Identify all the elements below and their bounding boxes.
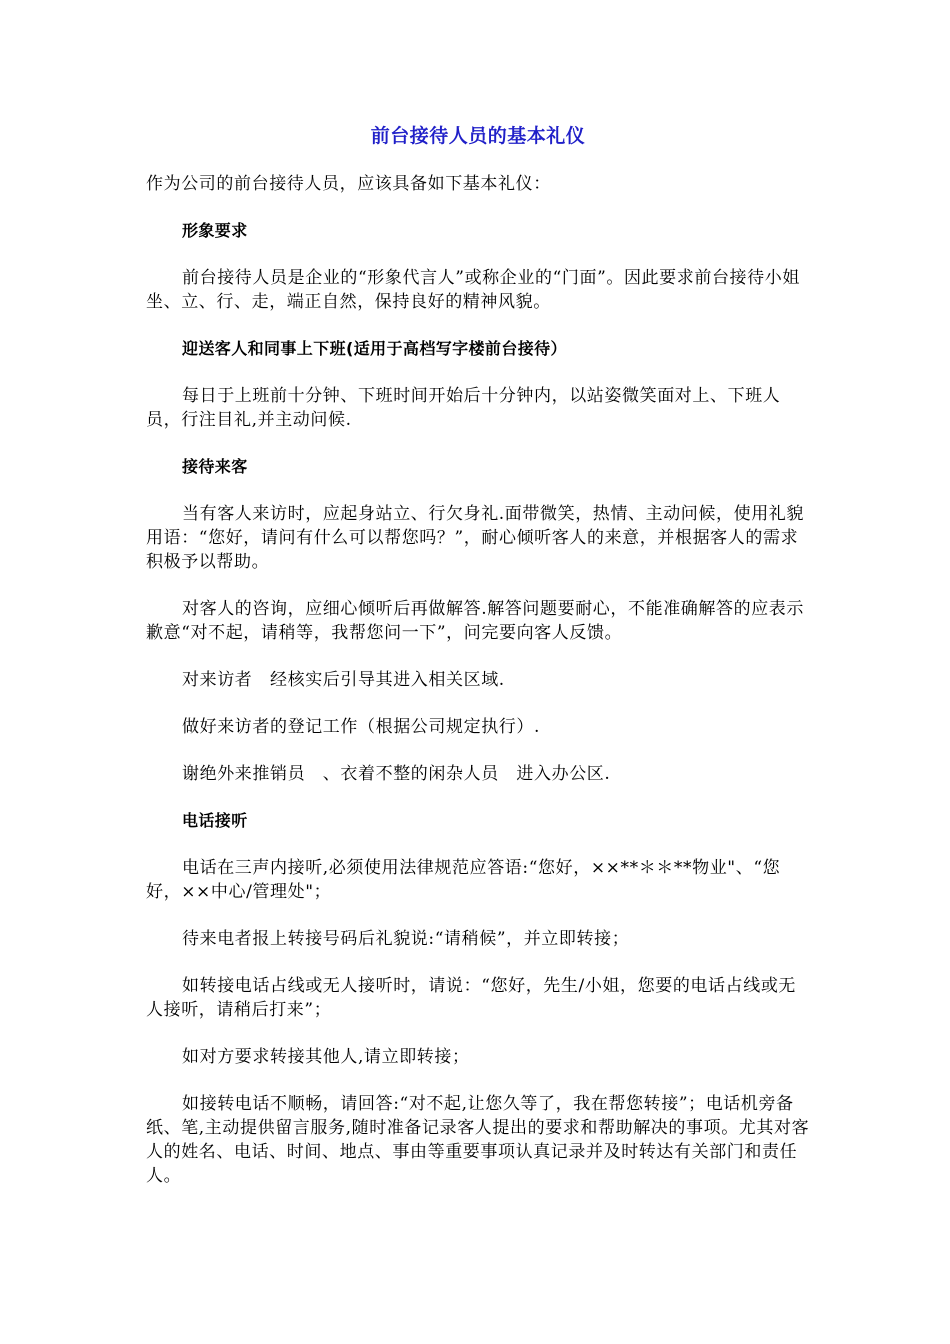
paragraph: 待来电者报上转接号码后礼貌说:“请稍候”，并立即转接；	[182, 929, 630, 949]
section-heading-greeting: 迎送客人和同事上下班(适用于高档写字楼前台接待）	[182, 339, 567, 358]
paragraph: 如对方要求转接其他人,请立即转接；	[182, 1047, 470, 1067]
section-heading-phone: 电话接听	[182, 811, 248, 830]
paragraph: 对客人的咨询，应细心倾听后再做解答.解答问题要耐心，不能准确解答的应表示歉意“对不起，请稍等，我帮您问一下”，问完要向客人反馈。	[146, 599, 805, 643]
paragraph: 如接转电话不顺畅，请回答:“对不起,让您久等了，我在帮您转接”；电话机旁备纸、笔,主动提供留言服务,随时准备记录客人提出的要求和帮助解决的事项。尤其对客人的姓名、电话、时间、地点、事由等重要事项认真记录并及时转达有关部门和责任人。	[146, 1094, 810, 1186]
section-heading-reception: 接待来客	[182, 457, 248, 476]
paragraph: 对来访者 经核实后引导其进入相关区域.	[182, 670, 505, 690]
intro-paragraph: 作为公司的前台接待人员，应该具备如下基本礼仪：	[146, 174, 551, 194]
paragraph: 谢绝外来推销员 、衣着不整的闲杂人员 进入办公区.	[182, 764, 611, 784]
document-title: 前台接待人员的基本礼仪	[370, 125, 586, 147]
section-heading-appearance: 形象要求	[182, 221, 248, 240]
paragraph: 每日于上班前十分钟、下班时间开始后十分钟内，以站姿微笑面对上、下班人员，行注目礼,并主动问候.	[146, 386, 781, 430]
paragraph: 电话在三声内接听,必须使用法律规范应答语:“您好，××**＊＊**物业"、“您好，××中心/管理处"；	[146, 858, 781, 902]
document-body	[146, 122, 810, 1211]
paragraph: 前台接待人员是企业的“形象代言人”或称企业的“门面”。因此要求前台接待小姐坐、立、行、走，端正自然，保持良好的精神风貌。	[146, 268, 800, 312]
paragraph: 做好来访者的登记工作（根据公司规定执行）.	[182, 717, 541, 737]
paragraph: 当有客人来访时，应起身站立、行欠身礼.面带微笑，热情、主动问候，使用礼貌用语：“您好，请问有什么可以帮您吗？”，耐心倾听客人的来意，并根据客人的需求积极予以帮助。	[146, 504, 805, 572]
paragraph: 如转接电话占线或无人接听时，请说：“您好，先生/小姐，您要的电话占线或无人接听，请稍后打来”；	[146, 976, 797, 1020]
